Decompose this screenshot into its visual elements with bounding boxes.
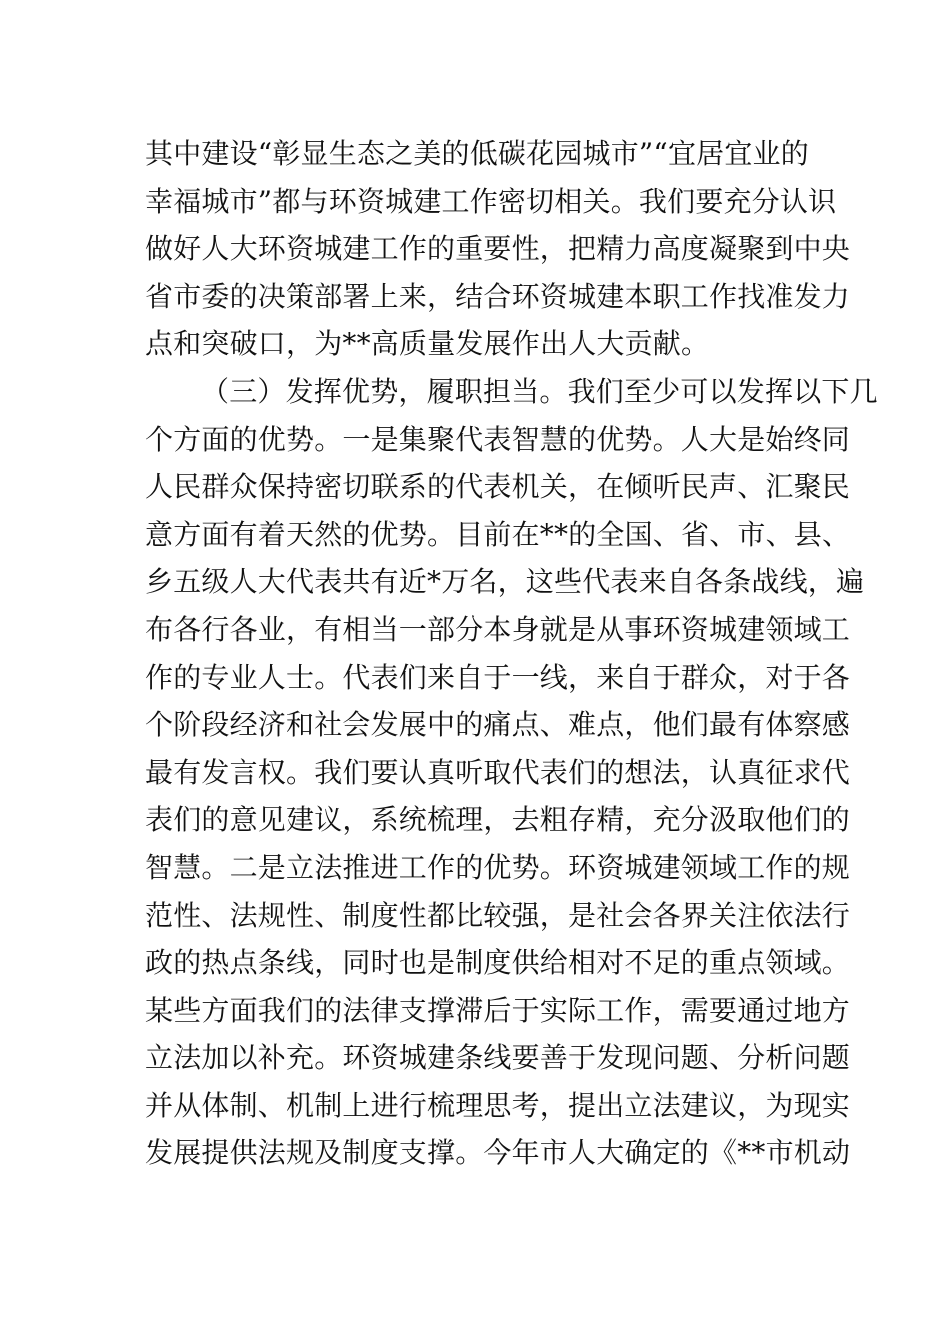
- text-line: 人民群众保持密切联系的代表机关，在倾听民声、汇聚民: [145, 470, 851, 504]
- text-line: 某些方面我们的法律支撑滞后于实际工作，需要通过地方: [145, 993, 851, 1027]
- text-line: 意方面有着天然的优势。目前在**的全国、省、市、县、: [145, 517, 851, 551]
- text-line: 发展提供法规及制度支撑。今年市人大确定的《**市机动: [145, 1136, 851, 1170]
- text-line: 个方面的优势。一是集聚代表智慧的优势。人大是始终同: [145, 422, 851, 456]
- document-body: [145, 130, 878, 1177]
- text-line: 政的热点条线，同时也是制度供给相对不足的重点领域。: [145, 946, 851, 980]
- text-line: 最有发言权。我们要认真听取代表们的想法，认真征求代: [145, 755, 851, 789]
- text-line: 省市委的决策部署上来，结合环资城建本职工作找准发力: [145, 279, 851, 313]
- text-line: 立法加以补充。环资城建条线要善于发现问题、分析问题: [145, 1041, 851, 1075]
- text-line: 乡五级人大代表共有近*万名，这些代表来自各条战线，遍: [145, 565, 865, 599]
- text-line: 表们的意见建议，系统梳理，去粗存精，充分汲取他们的: [145, 803, 851, 837]
- text-line: 并从体制、机制上进行梳理思考，提出立法建议，为现实: [145, 1088, 851, 1122]
- text-line: 其中建设“彰显生态之美的低碳花园城市”“宜居宜业的: [145, 137, 809, 170]
- text-line: 智慧。二是立法推进工作的优势。环资城建领域工作的规: [145, 850, 851, 884]
- text-line: 布各行各业，有相当一部分本身就是从事环资城建领域工: [145, 612, 851, 646]
- text-line: 点和突破口，为**高质量发展作出人大贡献。: [145, 327, 710, 361]
- text-line: 做好人大环资城建工作的重要性，把精力高度凝聚到中央: [145, 232, 851, 266]
- text-line: （三）发挥优势，履职担当。我们至少可以发挥以下几: [201, 374, 878, 408]
- text-line: 范性、法规性、制度性都比较强，是社会各界关注依法行: [145, 898, 851, 932]
- text-line: 个阶段经济和社会发展中的痛点、难点，他们最有体察感: [145, 708, 851, 742]
- text-line: 幸福城市”都与环资城建工作密切相关。我们要充分认识: [145, 184, 837, 218]
- text-line: 作的专业人士。代表们来自于一线，来自于群众，对于各: [145, 660, 851, 694]
